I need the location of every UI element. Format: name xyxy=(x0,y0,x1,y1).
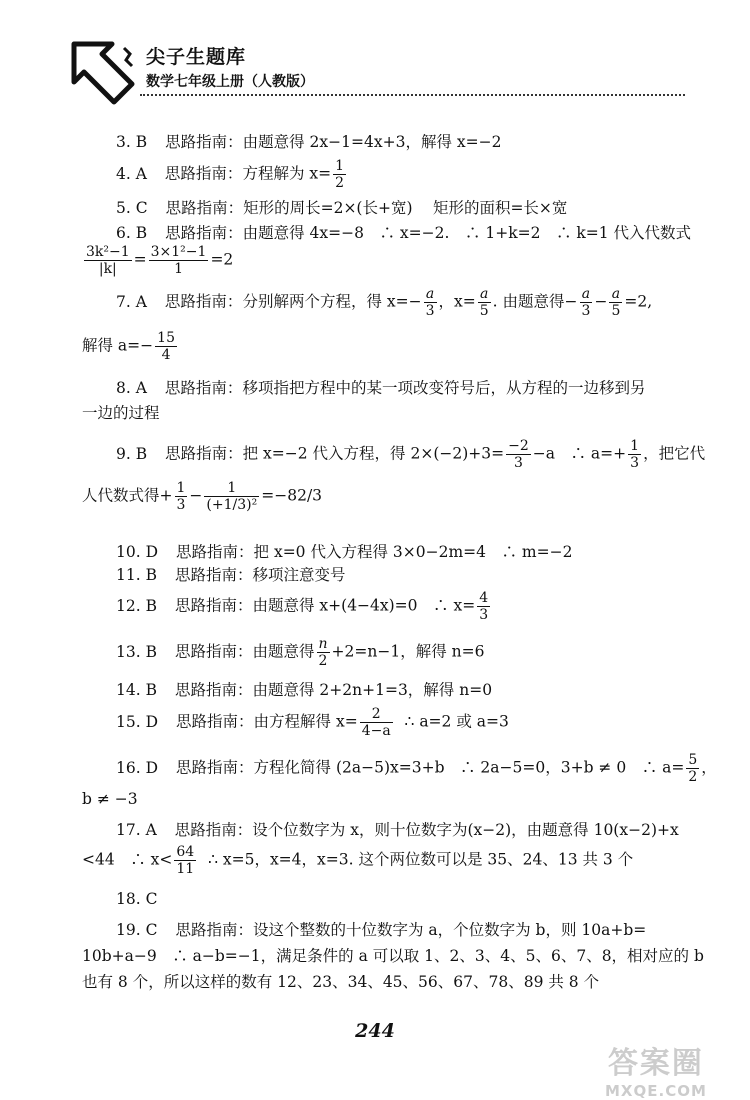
header-divider xyxy=(140,94,685,96)
answer-12 xyxy=(116,590,492,623)
book-title: 尖子生题库 xyxy=(146,46,247,68)
fraction: $\frac{a}{5}$ xyxy=(611,286,621,319)
answer-number: 13. B xyxy=(116,642,157,661)
answer-16: 16. D 思路指南：方程化简得 (2a−5)x=3+b ∴ 2a−5=0，3+b ≠ 0 ∴ a= $\frac{5}{2}$ ， xyxy=(116,752,717,785)
fraction: $\frac{1}{\text{(+1/3)²}}$ xyxy=(206,480,258,513)
answer-8-line2: 一边的过程 xyxy=(82,404,160,422)
answer-18 xyxy=(116,890,175,908)
hint-label: 思路指南： xyxy=(174,642,253,661)
watermark-logo: 答案圈 MXQE.COM xyxy=(605,1046,707,1100)
answer-number: 16. D xyxy=(116,758,159,777)
fraction: $\frac{n}{2}$ xyxy=(318,636,328,669)
answer-text: 设这个整数的十位数字为 a，个位数字为 b，则 10a+b= xyxy=(252,921,647,939)
answer-text: 方程解为 x= xyxy=(242,164,332,183)
answer-6-formula: $\frac{\text{3k²−1}}{|k|}$ = $\frac{\text{3×1²−1}}{1}$ =2 xyxy=(86,244,234,277)
fraction: $\frac{64}{11}$ xyxy=(176,844,195,877)
answer-number: 11. B xyxy=(116,566,157,584)
answer-number: 10. D xyxy=(116,543,159,561)
hint-label: 思路指南： xyxy=(165,133,243,151)
answer-3 xyxy=(116,130,501,152)
fraction: $\frac{a}{5}$ xyxy=(479,286,489,319)
hint-label: 思路指南： xyxy=(175,921,253,939)
answer-number: 5. C xyxy=(116,199,148,217)
answer-number: 4. A xyxy=(116,164,147,183)
answer-9-line2: 人代数式得+ $\frac{1}{3}$ − $\frac{1}{\text{(+1/3)²}}$ =−82/3 xyxy=(82,480,323,513)
answer-text: 由题意得 2+2n+1=3，解得 n=0 xyxy=(252,681,493,699)
answer-number: 15. D xyxy=(116,712,159,731)
fraction: $\frac{4}{3}$ xyxy=(479,590,489,623)
fraction: $\frac{15}{4}$ xyxy=(157,330,175,363)
answer-17 xyxy=(116,818,679,840)
answer-15: 15. D 思路指南：由方程解得 x= $\frac{2}{4-a}$ ∴ a=2 或 a=3 xyxy=(116,706,509,739)
answer-number: 18. C xyxy=(116,890,158,908)
hint-label: 思路指南： xyxy=(165,224,243,242)
answer-7-line2: 解得 a=− $\frac{15}{4}$ xyxy=(82,330,175,363)
answer-text: 矩形的周长=2×(长+宽) 矩形的面积=长×宽 xyxy=(243,199,568,217)
answer-text: 由题意得 4x=−8 ∴ x=−2. ∴ 1+k=2 ∴ k=1 代入代数式 xyxy=(242,224,692,242)
answer-13: 13. B 思路指南：由题意得 $\frac{n}{2}$ +2=n−1，解得 n=6 xyxy=(116,636,485,669)
fraction: $\frac{a}{3}$ xyxy=(581,286,591,319)
answer-number: 19. C xyxy=(116,921,158,939)
answer-14 xyxy=(116,678,492,700)
answer-number: 9. B xyxy=(116,444,148,463)
hint-label: 思路指南： xyxy=(174,821,253,839)
answer-text: 由题意得 2x−1=4x+3，解得 x=−2 xyxy=(242,133,502,151)
answer-19-line3: 也有 8 个，所以这样的数有 12、23、34、45、56、67、78、89 共 8 个 xyxy=(82,973,600,991)
hint-label: 思路指南： xyxy=(176,543,254,561)
fraction: $\frac{1}{3}$ xyxy=(176,480,186,513)
fraction: $\frac{a}{3}$ xyxy=(425,286,435,319)
answer-9: 9. B 思路指南：把 x=−2 代入方程，得 2×(−2)+3= $\frac{-2}{3}$ −a ∴ a=+ $\frac{1}{3}$ ，把它代 xyxy=(116,438,706,471)
hint-label: 思路指南： xyxy=(164,379,243,397)
answer-text: 移项指把方程中的某一项改变符号后，从方程的一边移到另 xyxy=(242,379,646,397)
page-number: 244 xyxy=(355,1020,395,1042)
answer-number: 14. B xyxy=(116,681,157,699)
hint-label: 思路指南： xyxy=(176,758,254,777)
hint-label: 思路指南： xyxy=(164,292,243,311)
hint-label: 思路指南： xyxy=(165,199,244,217)
fraction: $\frac{1}{2}$ xyxy=(335,158,345,191)
answer-16-line2: b ≠ −3 xyxy=(82,790,138,808)
hint-label: 思路指南： xyxy=(174,681,253,699)
answer-19-line2: 10b+a−9 ∴ a−b=−1，满足条件的 a 可以取 1、2、3、4、5、6、7、8，相对应的 b xyxy=(82,947,704,965)
hint-label: 思路指南： xyxy=(174,596,253,615)
answer-text: 把 x=0 代入方程得 3×0−2m=4 ∴ m=−2 xyxy=(253,543,573,561)
fraction: $\frac{5}{2}$ xyxy=(688,752,698,785)
answer-number: 17. A xyxy=(116,821,157,839)
answer-5 xyxy=(116,196,567,218)
answer-7: 7. A 思路指南：分别解两个方程，得 x=− $\frac{a}{3}$ ，x= $\frac{a}{5}$ . 由题意得− $\frac{a}{3}$ − $\frac{a}{5}$ =2, xyxy=(116,286,653,319)
hint-label: 思路指南： xyxy=(165,444,243,463)
answer-number: 8. A xyxy=(116,379,147,397)
answer-10 xyxy=(116,540,572,562)
answer-number: 6. B xyxy=(116,224,148,242)
fraction: $\frac{2}{4-a}$ xyxy=(361,706,391,739)
hint-label: 思路指南： xyxy=(174,566,253,584)
answer-text: 由题意得 x+(4−4x)=0 ∴ x= xyxy=(252,596,476,615)
answer-17-line2: <44 ∴ x< $\frac{64}{11}$ ∴ x=5，x=4，x=3. 这个两位数可以是 35、24、13 共 3 个 xyxy=(82,844,634,877)
answer-8 xyxy=(116,376,645,398)
answer-6 xyxy=(116,221,691,243)
answer-text: 移项注意变号 xyxy=(252,566,346,584)
answer-number: 7. A xyxy=(116,292,147,311)
answer-19 xyxy=(116,918,646,940)
fraction: $\frac{-2}{3}$ xyxy=(508,438,529,471)
hint-label: 思路指南： xyxy=(176,712,254,731)
hint-label: 思路指南： xyxy=(164,164,243,183)
fraction: $\frac{\text{3k²−1}}{|k|}$ xyxy=(86,244,130,277)
answer-text: 设个位数字为 x，则十位数字为(x−2)，由题意得 10(x−2)+x xyxy=(252,821,679,839)
answer-number: 12. B xyxy=(116,596,157,615)
book-subtitle: 数学七年级上册（人教版） xyxy=(146,74,314,90)
answer-11 xyxy=(116,563,346,585)
fraction: $\frac{\text{3×1²−1}}{1}$ xyxy=(150,244,207,277)
answer-number: 3. B xyxy=(116,133,148,151)
answer-4 xyxy=(116,158,348,191)
fraction: $\frac{1}{3}$ xyxy=(630,438,640,471)
header-arrow-icon xyxy=(68,38,138,108)
